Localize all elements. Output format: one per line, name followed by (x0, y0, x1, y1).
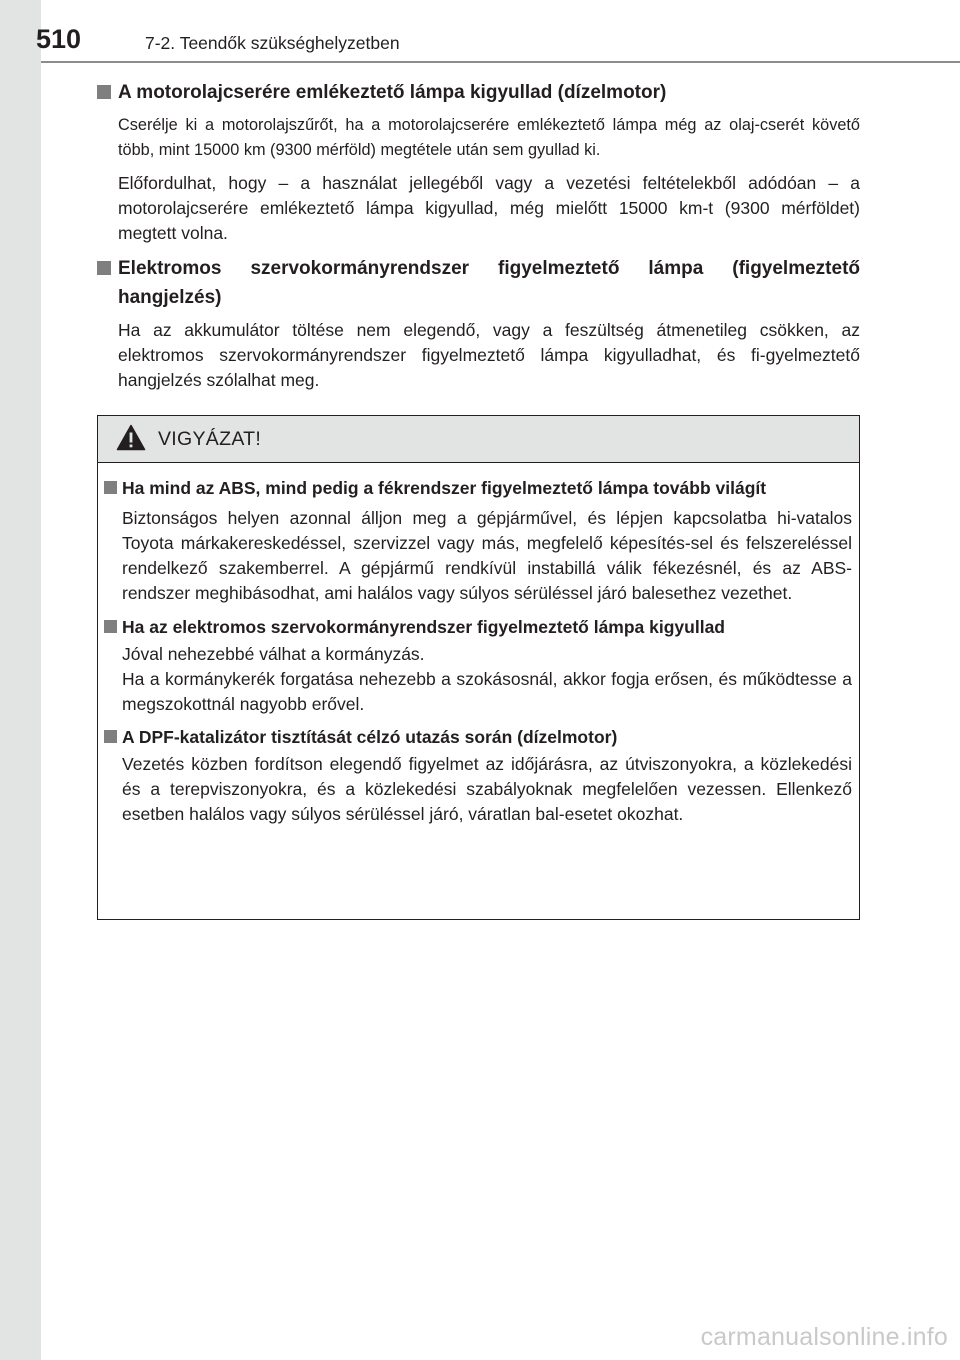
square-bullet-icon (104, 620, 117, 633)
section-heading-oil-change-lamp (97, 78, 860, 107)
caution-item-text-eps (122, 642, 852, 717)
section-heading-text: A motorolajcserére emlékeztető lámpa kigyullad (dízelmotor) (118, 82, 667, 103)
page-number: 510 (36, 24, 82, 54)
section-heading-eps-lamp (97, 254, 860, 312)
watermark: carmanualsonline.info (700, 1323, 948, 1351)
caution-item-heading-dpf (104, 725, 852, 749)
caution-body (104, 476, 852, 827)
main-content (97, 78, 860, 393)
caution-item-heading-text: Ha az elektromos szervokormányrendszer figyelmeztető lámpa kigyullad (122, 617, 725, 637)
caution-item-heading-text: A DPF-katalizátor tisztítását célzó utazás során (dízelmotor) (122, 727, 618, 747)
header-rule (41, 61, 960, 63)
square-bullet-icon (97, 85, 111, 99)
caution-item-text-abs: Biztonságos helyen azonnal álljon meg a gépjárművel, és lépjen kapcsolatba hi-vatalos Toyota márkakereskedéssel, szervizzel vagy más, megfelelő képesítés-sel és felszereléssel rendelkező szakemberrel. A gépjármű rendkívül instabillá válik fékezésnél, és az ABS-rendszer meghibásodhat, ami halálos vagy súlyos sérüléssel járó balesethez vezethet. (122, 508, 852, 603)
square-bullet-icon (104, 481, 117, 494)
caution-item-heading-abs (104, 476, 852, 500)
caution-item-text-dpf: Vezetés közben fordítson elegendő figyelmet az időjárásra, az útviszonyokra, a közlekedési és a terepviszonyokra, és a közlekedési szabályoknak megfelelően vezessen. Ellenkező esetben halálos vagy súlyos sérüléssel járó, váratlan bal-esetet okozhat. (122, 754, 852, 824)
warning-triangle-icon (116, 424, 146, 451)
square-bullet-icon (104, 730, 117, 743)
square-bullet-icon (97, 261, 111, 275)
caution-item-line: Ha a kormánykerék forgatása nehezebb a szokásosnál, akkor fogja erősen, és működtesse a megszokottnál nagyobb erővel. (122, 669, 852, 714)
caution-header (98, 416, 859, 463)
page-sidebar-band (0, 0, 41, 1360)
caution-item-heading-eps (104, 615, 852, 639)
section-heading-text: Elektromos szervokormányrendszer figyelmeztető lámpa (figyelmeztető hangjelzés) (118, 258, 860, 308)
caution-title: VIGYÁZAT! (158, 428, 262, 450)
caution-box (97, 415, 860, 920)
caution-item-line: Jóval nehezebbé válhat a kormányzás. (122, 644, 425, 664)
paragraph-oil-lamp-early: Előfordulhat, hogy – a használat jellegéből vagy a vezetési feltételekből adódóan – a motorolajcserére emlékeztető lámpa kigyullad, még mielőtt 15000 km-t (9300 mérföldet) megtett volna. (118, 173, 860, 243)
running-head: 7-2. Teendők szükséghelyzetben (145, 33, 400, 53)
paragraph-eps-battery: Ha az akkumulátor töltése nem elegendő, vagy a feszültség átmenetileg csökken, az elektromos szervokormányrendszer figyelmeztető lámpa kigyulladhat, és fi-gyelmeztető hangjelzés szólalhat meg. (118, 320, 860, 390)
paragraph-oil-filter: Cserélje ki a motorolajszűrőt, ha a motorolajcserére emlékeztető lámpa még az olaj-cserét követő több, mint 15000 km (9300 mérföld) megtétele után sem gyullad ki. (118, 116, 860, 159)
caution-item-heading-text: Ha mind az ABS, mind pedig a fékrendszer figyelmeztető lámpa tovább világít (122, 478, 767, 498)
